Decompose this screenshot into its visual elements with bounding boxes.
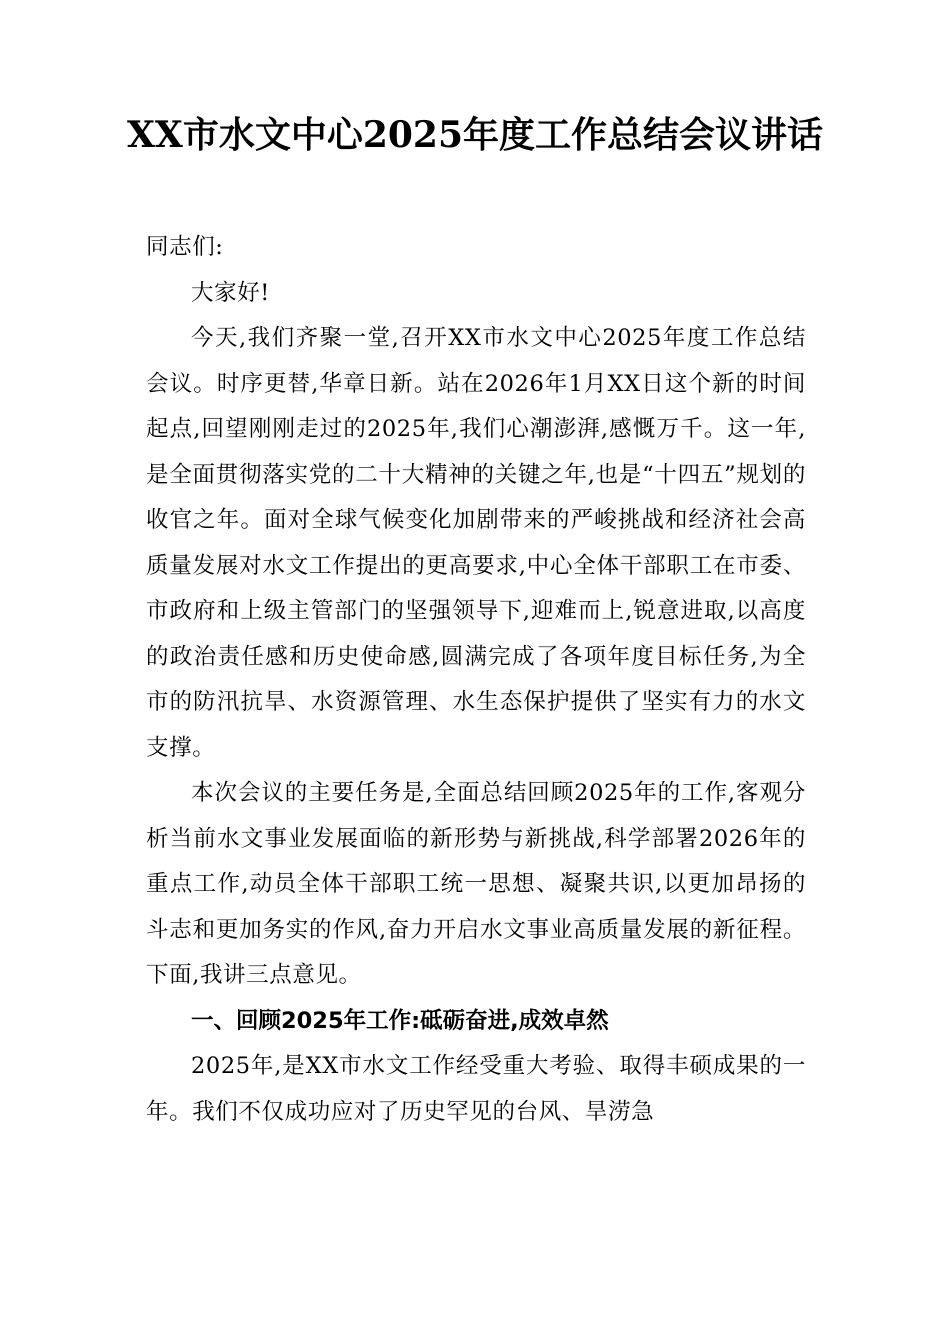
paragraph-meeting-tasks: 本次会议的主要任务是,全面总结回顾2025年的工作,客观分析当前水文事业发展面临的新形势与新挑战,科学部署2026年的重点工作,动员全体干部职工统一思想、凝聚共识,以更加昂扬的斗志和更加务实的作风,奋力开启水文事业高质量发展的新征程。下面,我讲三点意见。: [146, 780, 806, 988]
document-body: [146, 225, 806, 1135]
paragraph-section-one: 2025年,是XX市水文工作经受重大考验、取得丰硕成果的一年。我们不仅成功应对了历史罕见的台风、旱涝急: [146, 1053, 806, 1125]
greeting: 大家好!: [191, 279, 270, 306]
salutation: 同志们:: [146, 234, 224, 260]
paragraph-opening: 今天,我们齐聚一堂,召开XX市水文中心2025年度工作总结会议。时序更替,华章日新。站在2026年1月XX日这个新的时间起点,回望刚刚走过的2025年,我们心潮澎湃,感慨万千。这一年,是全面贯彻落实党的二十大精神的关键之年,也是“十四五”规划的收官之年。面对全球气候变化加剧带来的严峻挑战和经济社会高质量发展对水文工作提出的更高要求,中心全体干部职工在市委、市政府和上级主管部门的坚强领导下,迎难而上,锐意进取,以高度的政治责任感和历史使命感,圆满完成了各项年度目标任务,为全市的防汛抗旱、水资源管理、水生态保护提供了坚实有力的水文支撑。: [146, 325, 806, 761]
section-heading: 一、回顾2025年工作:砥砺奋进,成效卓然: [191, 1007, 609, 1034]
document-title: XX市水文中心2025年度工作总结会议讲话: [126, 114, 824, 156]
